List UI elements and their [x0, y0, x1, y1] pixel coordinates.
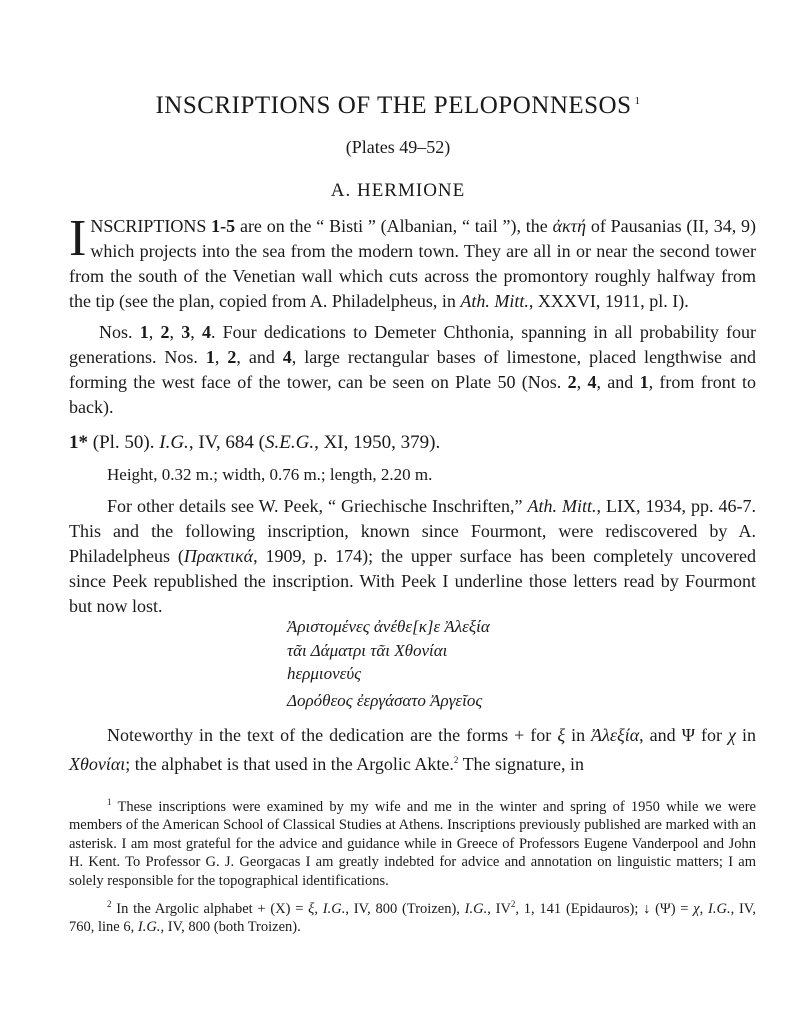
intro-text-c: of Pausanias (II, 34, 9) which projects into the sea from the modern town. They are all in or near the second tower from the south of the Venetian wall which cuts across the promontory roughly halfway from the tip (see the plan, copied from A. Philadelpheus, in — [69, 216, 756, 311]
dimensions: Height, 0.32 m.; width, 0.76 m.; length, 2.20 m. — [107, 465, 433, 484]
edition-superscript: 2 — [510, 899, 516, 909]
footnote-2 — [69, 895, 756, 937]
intro-paragraph — [69, 210, 756, 314]
no-1: 1 — [139, 322, 149, 342]
nos-paragraph — [69, 320, 756, 420]
sep: , — [576, 372, 588, 392]
no-2: 2 — [227, 347, 237, 367]
fn2-text-c: , IV, 800 (Troizen), — [345, 900, 465, 917]
greek-xi: ξ — [557, 725, 566, 745]
nos-text-a: . Four dedications to Demeter Chthonia, spanning in all probability four generations. Nos. — [69, 322, 757, 367]
title-footnote-ref[interactable]: 1 — [634, 94, 641, 107]
sep: , — [148, 322, 161, 342]
entry-text-a: (Pl. 50). — [88, 432, 160, 453]
note-text-c: , and Ψ for — [639, 725, 729, 745]
note-text-e: ; the alphabet is that used in the Argolic Akte. — [125, 754, 454, 774]
details-text-b: , LIX, 1934, pp. 46-7. This and the following inscription, known since Fourmont, were rediscovered by A. Philadelpheus ( — [69, 496, 757, 566]
details-paragraph — [69, 494, 756, 619]
footnote-1-number: 1 — [107, 797, 112, 807]
sep: , — [214, 347, 228, 367]
nos-lead: Nos. — [99, 322, 140, 342]
nos-text-b: , large rectangular bases of limestone, placed lengthwise and forming the west face of the tower, can be seen on Plate 50 (Nos. — [69, 347, 756, 392]
section-heading: A. HERMIONE — [330, 180, 466, 201]
footnote-2-number: 2 — [107, 899, 112, 909]
note-text-a: Noteworthy in the text of the dedication are the forms + for — [107, 725, 558, 745]
fn2-text-a: In the Argolic alphabet + (X) = — [111, 900, 309, 917]
entry-text-c: , XI, 1950, 379). — [314, 432, 441, 453]
drop-cap: I — [69, 210, 87, 267]
entry-number: 1* — [69, 432, 88, 453]
greek-alexia: Ἀλεξία — [591, 725, 640, 745]
entry-text-b: , IV, 684 ( — [188, 432, 265, 453]
no-4: 4 — [201, 322, 211, 342]
no-2: 2 — [160, 322, 170, 342]
details-text-c: , 1909, p. 174); the upper surface has been completely uncovered since Peek republished the inscription. With Peek I underline those letters read by Fourmont but now lost. — [69, 546, 756, 616]
seg-abbrev: S.E.G. — [265, 432, 315, 453]
footnote-1-text: These inscriptions were examined by my wife and me in the winter and spring of 1950 while we were members of the American School of Classical Studies at Athens. Inscriptions previously published are marked with an asterisk. I am most grateful for the advice and guidance while in Greece of Professors Eugene Vanderpool and John H. Kent. To Professor G. J. Georgacas I am greatly indebted for advice and annotation on linguistic matters; I am solely responsible for the topographical identifications. — [69, 798, 756, 889]
inscription-line-4: Δορόθεος ἐεργάσατο Ἀργεῖος — [287, 691, 483, 710]
note-text-f: The signature, in — [458, 754, 585, 774]
ig-abbrev: I.G. — [137, 919, 161, 936]
no-1: 1 — [639, 372, 649, 392]
sep: , — [169, 322, 182, 342]
entry-heading — [69, 432, 440, 454]
fn2-text-b: , — [314, 900, 323, 917]
ig-abbrev: I.G. — [464, 900, 488, 917]
footnote-ref-2[interactable]: 2 — [453, 755, 459, 765]
inscription-line-3: hερμιονεύς — [287, 664, 362, 683]
note-paragraph — [69, 723, 756, 777]
details-text-a: For other details see W. Peek, “ Griechische Inschriften,” — [107, 496, 528, 516]
fn2-text-d: , IV — [487, 900, 511, 917]
note-text-d: in — [735, 725, 756, 745]
plates-reference: (Plates 49–52) — [345, 137, 451, 157]
journal-ath-mitt: Ath. Mitt. — [527, 496, 597, 516]
greek-chthoniai: Χθονίαι — [69, 754, 126, 774]
ig-abbrev: I.G. — [708, 900, 731, 917]
fn2-text-f: , — [699, 900, 709, 917]
fn2-text-g: , IV, 760, line 6, — [69, 900, 757, 936]
intro-text-a: NSCRIPTIONS — [90, 216, 212, 236]
and-text: , and — [596, 372, 640, 392]
sep: , — [190, 322, 202, 342]
greek-akte: ἀκτή — [552, 216, 587, 236]
fn2-text-e: , 1, 141 (Epidauros); ↓ (Ψ) = — [515, 900, 694, 917]
no-4: 4 — [587, 372, 597, 392]
greek-praktika: Πρακτικά — [183, 546, 254, 566]
no-3: 3 — [181, 322, 191, 342]
greek-xi: ξ — [308, 900, 315, 917]
journal-ath-mitt: Ath. Mitt. — [460, 291, 529, 311]
greek-chi: χ — [728, 725, 736, 745]
no-2: 2 — [567, 372, 577, 392]
inscription-line-1: Ἀριστομένες ἀνέθε[κ]ε Ἀλεξία — [287, 617, 490, 636]
title-text: INSCRIPTIONS OF THE PELOPONNESOS — [155, 92, 632, 119]
intro-bold-range: 1-5 — [211, 216, 236, 236]
intro-text-b: are on the “ Bisti ” (Albanian, “ tail ”), the — [235, 216, 553, 236]
no-4: 4 — [282, 347, 292, 367]
ig-abbrev: I.G. — [159, 432, 189, 453]
inscription-line-2: τᾶι Δάματρι τᾶι Χθονίαι — [287, 641, 448, 660]
note-text-b: in — [565, 725, 592, 745]
fn2-text-h: , IV, 800 (both Troizen). — [160, 919, 301, 936]
page-title — [0, 92, 796, 120]
intro-text-d: , XXXVI, 1911, pl. I). — [528, 291, 689, 311]
ig-abbrev: I.G. — [322, 900, 346, 917]
footnote-1 — [69, 793, 756, 890]
and-text: , and — [236, 347, 283, 367]
greek-chi: χ — [693, 900, 700, 917]
no-1: 1 — [205, 347, 215, 367]
nos-text-c: , from front to back). — [69, 372, 757, 417]
